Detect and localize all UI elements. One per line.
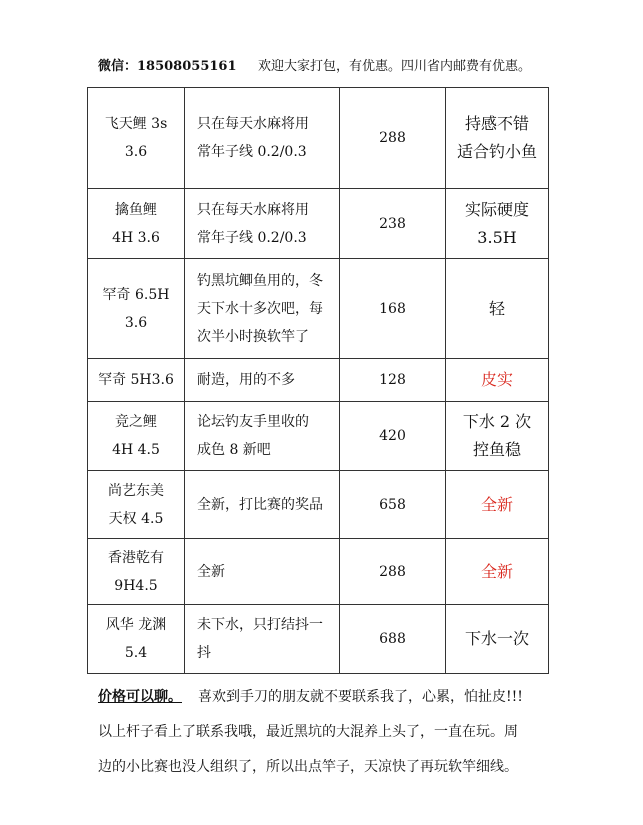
usage-description-line: 论坛钓友手里收的 <box>197 414 309 430</box>
usage-description-line: 成色 8 新吧 <box>197 442 271 458</box>
table-row <box>88 539 549 605</box>
rod-name-line: 4H 3.6 <box>112 229 160 246</box>
usage-description-line: 全新 <box>197 563 225 580</box>
footer-line-2: 以上杆子看上了联系我哦，最近黑坑的大混养上头了，一直在玩。周 <box>98 724 518 740</box>
usage-description-line: 钓黑坑鲫鱼用的，冬 <box>197 272 323 289</box>
price-cell <box>340 189 446 259</box>
table-row <box>88 402 549 471</box>
rod-name-line: 风华 龙渊 <box>105 617 167 633</box>
remark-cell <box>446 259 549 359</box>
table-row <box>88 359 549 402</box>
rod-name-cell <box>88 605 185 674</box>
usage-description-cell <box>185 189 340 259</box>
rod-name-cell <box>88 359 185 402</box>
usage-description-line: 次半小时换软竿了 <box>197 328 309 345</box>
rod-name-cell <box>88 471 185 539</box>
table-row <box>88 88 549 189</box>
table-row <box>88 605 549 674</box>
table-row <box>88 471 549 539</box>
remark-line: 适合钓小鱼 <box>456 142 537 161</box>
price-value: 688 <box>379 631 406 647</box>
remark-line: 实际硬度 <box>464 199 529 219</box>
remark-line: 全新 <box>480 561 513 581</box>
price-value: 658 <box>379 496 406 513</box>
price-value: 420 <box>379 428 406 444</box>
rod-name-line: 9H4.5 <box>114 577 158 594</box>
remark-cell <box>446 471 549 539</box>
rod-name-cell <box>88 189 185 259</box>
footer-line-3: 边的小比赛也没人组织了，所以出点竿子，天凉快了再玩软竿细线。 <box>98 759 518 775</box>
price-cell <box>340 359 446 402</box>
price-value: 288 <box>379 130 406 146</box>
usage-description-cell <box>185 259 340 359</box>
wechat-contact: 微信：18508055161 <box>98 59 237 74</box>
remark-line: 持感不错 <box>464 114 529 133</box>
rod-name-line: 5.4 <box>124 645 148 661</box>
remark-line: 下水一次 <box>464 629 529 648</box>
footer-line-1 <box>98 680 560 715</box>
remark-line: 全新 <box>480 494 513 514</box>
rod-name-cell <box>88 259 185 359</box>
remark-cell <box>446 402 549 471</box>
rod-name-line: 罕奇 6.5H 3.6 <box>102 286 170 331</box>
rod-name-cell <box>88 402 185 471</box>
usage-description-line: 抖 <box>197 645 211 661</box>
remark-cell <box>446 88 549 189</box>
footer-warning: 喜欢到手刀的朋友就不要联系我了，心累，怕扯皮!!! <box>198 689 523 705</box>
usage-description-cell <box>185 402 340 471</box>
rod-name-line: 罕奇 5H3.6 <box>98 372 174 388</box>
remark-cell <box>446 605 549 674</box>
rod-name-line: 4H 4.5 <box>112 442 160 458</box>
rod-name-line: 香港乾有 <box>108 549 164 566</box>
rod-name-line: 尚艺东美 <box>108 482 164 499</box>
usage-description-line: 未下水，只打结抖一 <box>197 617 323 633</box>
rod-name-line: 竞之鲤 <box>115 414 157 430</box>
remark-line: 控鱼稳 <box>472 440 521 459</box>
rod-name-cell <box>88 88 185 189</box>
price-cell <box>340 605 446 674</box>
price-cell <box>340 539 446 605</box>
remark-line: 3.5H <box>477 227 517 247</box>
usage-description-cell <box>185 88 340 189</box>
remark-line: 下水 2 次 <box>462 412 532 431</box>
price-cell <box>340 88 446 189</box>
rod-listing-body <box>88 88 549 674</box>
usage-description-cell <box>185 359 340 402</box>
usage-description-line: 耐造，用的不多 <box>197 372 295 388</box>
footer-notes <box>98 680 560 785</box>
rod-name-line: 擒鱼鲤 <box>115 201 157 218</box>
remark-line: 皮实 <box>480 370 513 389</box>
price-cell <box>340 471 446 539</box>
page-header <box>98 55 568 75</box>
usage-description-cell <box>185 539 340 605</box>
usage-description-line: 常年子线 0.2/0.3 <box>197 144 307 160</box>
promo-text: 欢迎大家打包，有优惠。四川省内邮费有优惠。 <box>258 59 532 74</box>
remark-cell <box>446 359 549 402</box>
rod-listing-table <box>87 87 549 674</box>
rod-name-line: 飞天鲤 3s 3.6 <box>104 116 168 160</box>
usage-description-cell <box>185 605 340 674</box>
price-value: 238 <box>379 215 406 232</box>
price-cell <box>340 259 446 359</box>
rod-name-line: 天权 4.5 <box>108 510 164 527</box>
table-row <box>88 259 549 359</box>
usage-description-line: 只在每天水麻将用 <box>197 116 309 132</box>
table-row <box>88 189 549 259</box>
usage-description-cell <box>185 471 340 539</box>
remark-line: 轻 <box>488 298 505 318</box>
usage-description-line: 全新，打比赛的奖品 <box>197 496 323 513</box>
remark-cell <box>446 189 549 259</box>
rod-name-cell <box>88 539 185 605</box>
price-cell <box>340 402 446 471</box>
price-negotiable: 价格可以聊。 <box>98 689 182 705</box>
price-value: 168 <box>379 300 406 317</box>
remark-cell <box>446 539 549 605</box>
usage-description-line: 常年子线 0.2/0.3 <box>197 229 307 246</box>
price-value: 288 <box>379 563 406 580</box>
usage-description-line: 只在每天水麻将用 <box>197 201 309 218</box>
usage-description-line: 天下水十多次吧，每 <box>197 300 323 317</box>
price-value: 128 <box>379 372 406 388</box>
